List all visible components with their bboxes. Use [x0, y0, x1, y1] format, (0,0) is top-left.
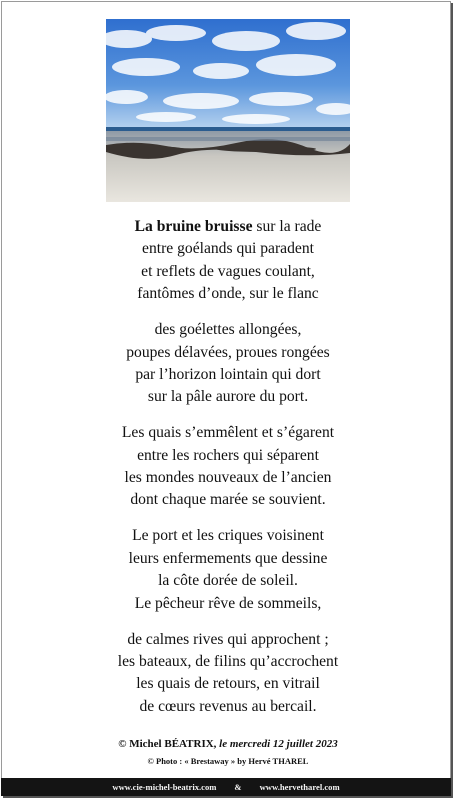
poem-title-bold: La bruine bruisse — [134, 218, 253, 235]
poem-line: les mondes nouveaux de l’ancien — [124, 469, 332, 487]
author-credit — [0, 737, 456, 751]
poem-line: leurs enfermements que dessine — [128, 549, 328, 567]
poem-line: des goélettes allongées, — [154, 321, 302, 339]
poem-line: de calmes rives qui approchent ; — [127, 630, 329, 648]
poem-line: et reflets de vagues coulant, — [141, 262, 315, 280]
seascape-photo — [106, 19, 350, 202]
stanza-3 — [0, 422, 456, 512]
footer-separator: & — [234, 782, 242, 792]
footer-bar — [1, 778, 451, 796]
poem-line: Le port et les criques voisinent — [132, 527, 324, 545]
footer-link-photographer-site[interactable]: www.hervetharel.com — [259, 782, 340, 792]
poem-line: la côte dorée de soleil. — [158, 572, 298, 590]
stanza-5 — [0, 629, 456, 719]
poem-line: entre les rochers qui séparent — [137, 446, 319, 464]
stanza-4 — [0, 525, 456, 615]
poem-line: fantômes d’onde, sur le flanc — [137, 285, 319, 303]
footer-link-author-site[interactable]: www.cie-michel-beatrix.com — [112, 782, 217, 792]
poem-line: par l’horizon lointain qui dort — [135, 365, 321, 383]
poem-line: Le pêcheur rêve de sommeils, — [134, 594, 322, 612]
poem-line: les bateaux, de filins qu’accrochent — [117, 652, 339, 670]
poem-line: sur la pâle aurore du port. — [147, 388, 309, 406]
poem-line: les quais de retours, en vitrail — [136, 675, 320, 693]
poem-line: dont chaque marée se souvient. — [130, 491, 326, 509]
poem-line: entre goélands qui paradent — [142, 240, 314, 258]
poem — [0, 216, 456, 732]
poem-line: Les quais s’emmêlent et s’égarent — [121, 424, 335, 442]
author-name: © Michel BÉATRIX, — [118, 738, 217, 750]
poem-line: de cœurs revenus au bercail. — [139, 697, 317, 715]
stanza-1 — [0, 216, 456, 306]
credit-date: le mercredi 12 juillet 2023 — [216, 738, 338, 750]
stanza-2 — [0, 319, 456, 409]
poem-line: poupes délavées, proues rongées — [126, 343, 330, 361]
poem-line: La bruine bruisse sur la rade — [134, 218, 322, 235]
photo-credit: © Photo : « Brestaway » by Hervé THAREL — [147, 756, 309, 766]
